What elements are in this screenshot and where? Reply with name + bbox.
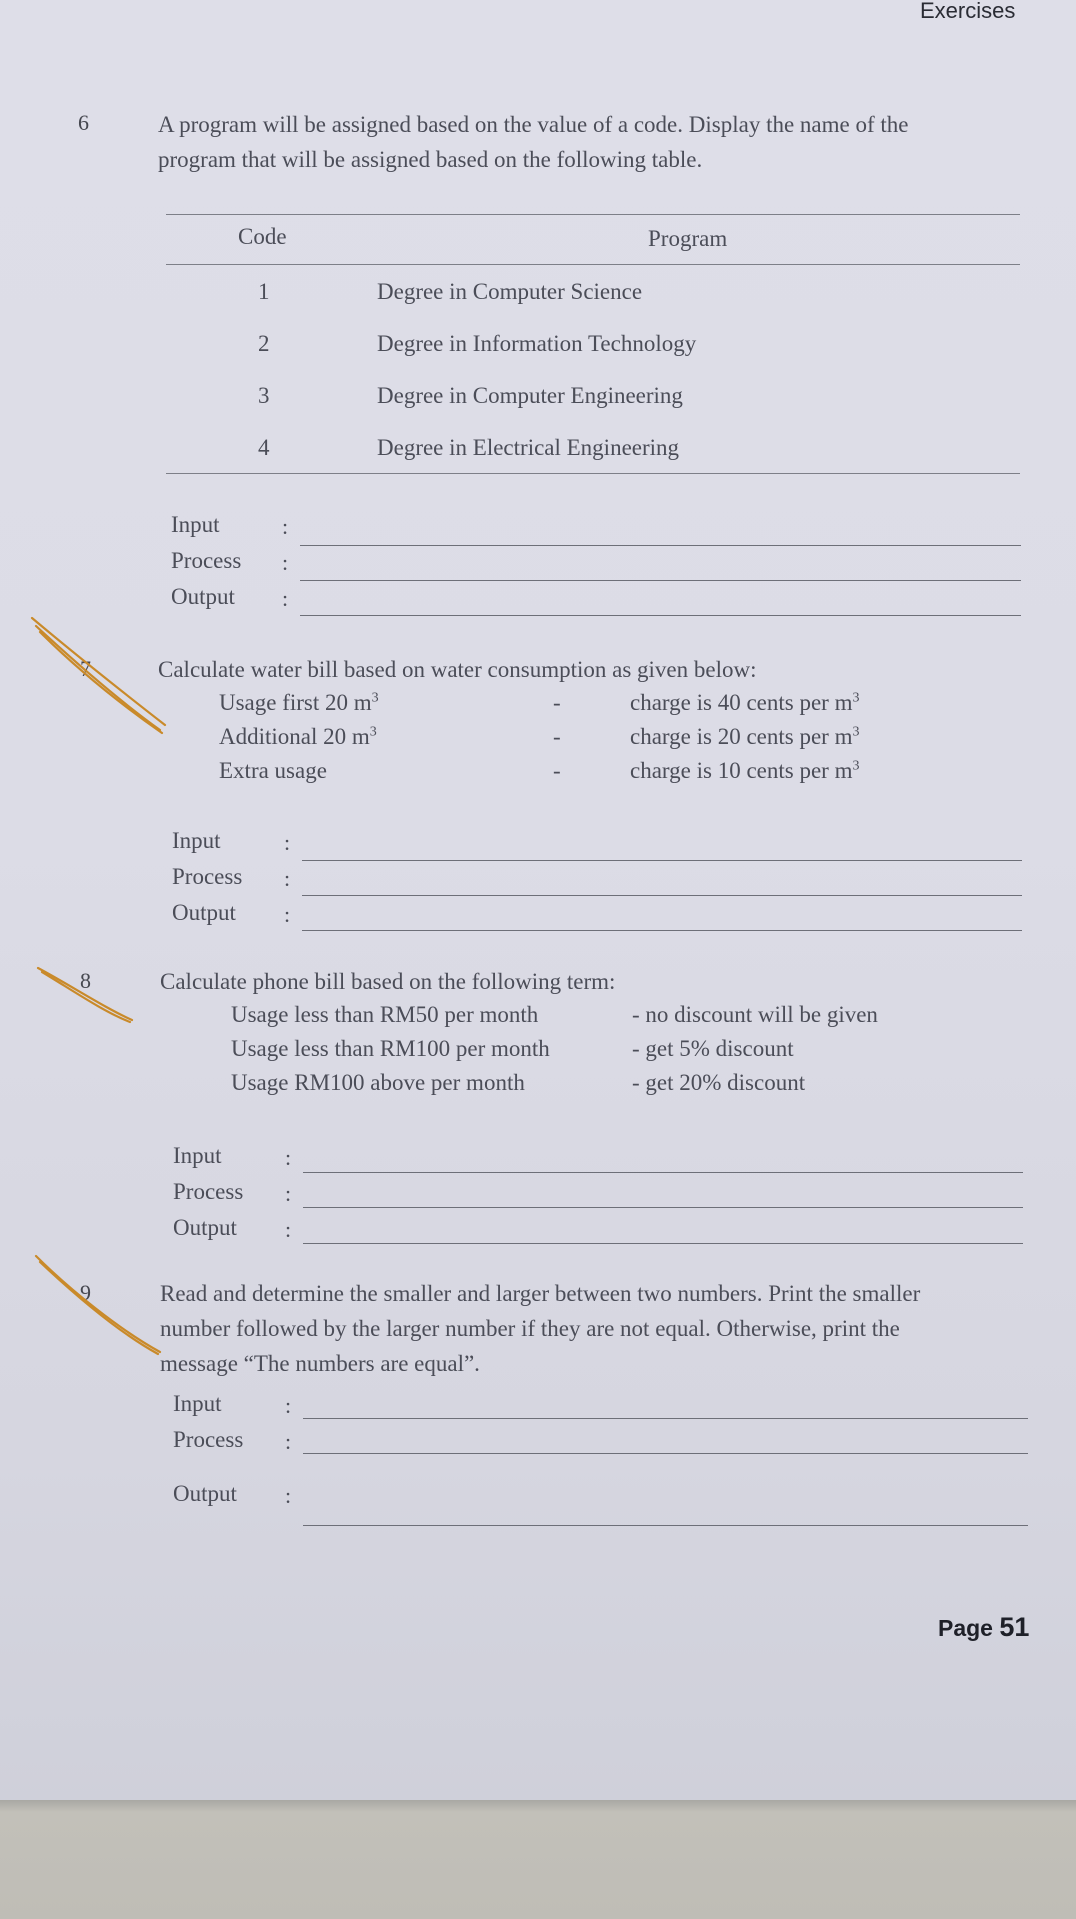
q7-process-answer-line[interactable]: [302, 895, 1022, 896]
table-cell-program: Degree in Electrical Engineering: [377, 435, 680, 460]
q9-input-colon: :: [285, 1393, 292, 1418]
q6-process-colon: :: [282, 550, 289, 575]
q7-process-label: Process: [172, 864, 243, 889]
pen-check-mark: [32, 618, 165, 725]
q8-output-label: Output: [173, 1215, 237, 1240]
q9-input-label: Input: [173, 1391, 222, 1416]
section-header: Exercises: [920, 0, 1016, 23]
q7-input-answer-line[interactable]: [302, 860, 1022, 861]
rate-charge: charge is 20 cents per $m^3$: [630, 724, 860, 749]
term-result: - get 20% discount: [632, 1070, 806, 1095]
rate-charge: charge is 10 cents per $m^3$: [630, 758, 860, 783]
q8-input-colon: :: [285, 1145, 292, 1170]
q9-output-label: Output: [173, 1481, 237, 1506]
question-6-text-line-1: A program will be assigned based on the value of a code. Display the name of the: [158, 112, 909, 137]
q6-process-answer-line[interactable]: [300, 580, 1021, 581]
q6-output-colon: :: [282, 586, 289, 611]
table-header-code: Code: [238, 224, 287, 249]
q7-output-label: Output: [172, 900, 236, 925]
pen-check-mark: [36, 626, 160, 730]
q9-process-answer-line[interactable]: [303, 1453, 1028, 1454]
q7-output-answer-line[interactable]: [302, 930, 1022, 931]
question-6-number: 6: [78, 110, 89, 135]
q7-input-label: Input: [172, 828, 221, 853]
table-bottom-rule: [166, 473, 1020, 474]
q8-input-answer-line[interactable]: [303, 1172, 1023, 1173]
rate-usage: Additional 20 $m^3$: [219, 724, 377, 749]
pen-marks: [0, 0, 200, 1400]
q6-input-colon: :: [282, 514, 289, 539]
q6-input-label: Input: [171, 512, 220, 537]
table-header-rule: [166, 264, 1020, 265]
q8-output-colon: :: [285, 1217, 292, 1242]
term-usage: Usage less than RM50 per month: [231, 1002, 539, 1027]
table-cell-code: 3: [258, 383, 270, 408]
table-header-program: Program: [648, 226, 728, 251]
table-cell-code: 4: [258, 435, 270, 460]
question-7-number: 7: [80, 656, 91, 681]
rate-dash: -: [553, 690, 561, 715]
rate-usage: Usage first 20 $m^3$: [219, 690, 379, 715]
table-cell-program: Degree in Computer Science: [377, 279, 643, 304]
table-top-rule: [166, 214, 1020, 215]
q8-process-answer-line[interactable]: [303, 1207, 1023, 1208]
question-9-text-line-1: Read and determine the smaller and larger between two numbers. Print the smaller: [160, 1281, 921, 1306]
q9-output-answer-line[interactable]: [303, 1525, 1028, 1526]
rate-dash: -: [553, 724, 561, 749]
q9-output-colon: :: [285, 1483, 292, 1508]
table-cell-code: 2: [258, 331, 270, 356]
q8-process-colon: :: [285, 1181, 292, 1206]
rate-usage: Extra usage: [219, 758, 327, 783]
table-cell-code: 1: [258, 279, 270, 304]
q9-process-colon: :: [285, 1429, 292, 1454]
term-usage: Usage RM100 above per month: [231, 1070, 525, 1095]
q7-process-colon: :: [284, 866, 291, 891]
question-7-text: Calculate water bill based on water consumption as given below:: [158, 657, 757, 682]
q8-input-label: Input: [173, 1143, 222, 1168]
q6-output-answer-line[interactable]: [300, 615, 1021, 616]
pen-check-mark: [42, 972, 130, 1022]
q6-process-label: Process: [171, 548, 242, 573]
term-usage: Usage less than RM100 per month: [231, 1036, 550, 1061]
question-9-text-line-3: message “The numbers are equal”.: [160, 1351, 480, 1376]
q9-process-label: Process: [173, 1427, 244, 1452]
term-result: - get 5% discount: [632, 1036, 794, 1061]
desk-surface: [0, 1800, 1076, 1919]
question-9-text-line-2: number followed by the larger number if they are not equal. Otherwise, print the: [160, 1316, 900, 1341]
rate-dash: -: [553, 758, 561, 783]
table-cell-program: Degree in Computer Engineering: [377, 383, 683, 408]
question-8-number: 8: [80, 968, 91, 993]
question-8-text: Calculate phone bill based on the following term:: [160, 969, 616, 994]
q7-output-colon: :: [284, 902, 291, 927]
rate-charge: charge is 40 cents per $m^3$: [630, 690, 860, 715]
q8-output-answer-line[interactable]: [303, 1243, 1023, 1244]
question-9-number: 9: [80, 1280, 91, 1305]
page-number: Page 51: [938, 1612, 1030, 1642]
table-cell-program: Degree in Information Technology: [377, 331, 697, 356]
q8-process-label: Process: [173, 1179, 244, 1204]
pen-check-mark: [36, 1256, 160, 1352]
q6-input-answer-line[interactable]: [300, 545, 1021, 546]
pen-check-mark: [38, 968, 132, 1020]
q9-input-answer-line[interactable]: [303, 1418, 1028, 1419]
term-result: - no discount will be given: [632, 1002, 878, 1027]
question-6-text-line-2: program that will be assigned based on the following table.: [158, 147, 703, 172]
q6-output-label: Output: [171, 584, 235, 609]
q7-input-colon: :: [284, 830, 291, 855]
